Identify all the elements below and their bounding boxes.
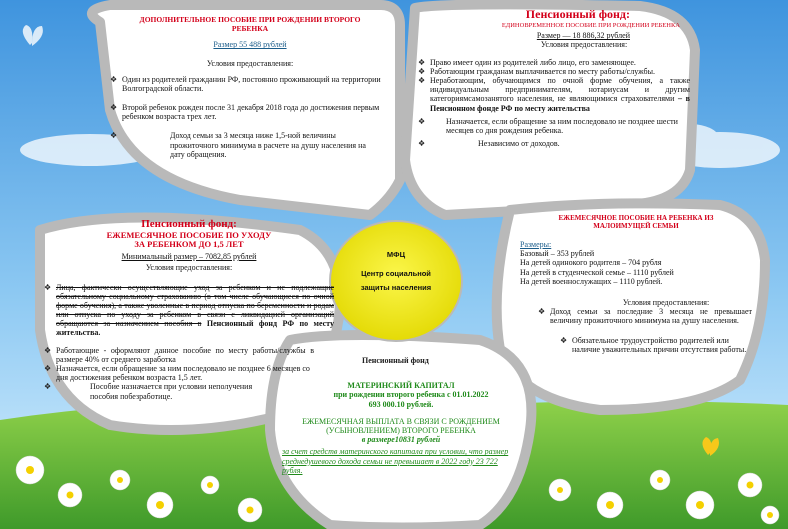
- list-item: ❖ Второй ребенок рожден после 31 декабря 2018 года до достижения первым ребенком возраста трех лет.: [110, 103, 390, 121]
- conditions-title: Условия предоставления:: [540, 40, 628, 50]
- size-item: На детей в студенческой семье – 1110 рублей: [520, 267, 674, 277]
- low-income-allowance-block: [520, 214, 752, 354]
- mfc-center: [338, 228, 454, 336]
- maternity-capital-title: МАТЕРИНСКИЙ КАПИТАЛ: [347, 381, 455, 391]
- monthly-payment-amount: в размере10831 рублей: [361, 435, 441, 445]
- maternity-capital-block: [282, 356, 520, 475]
- list-item: ❖ Пособие назначается при условии неполучения пособия побезработице.: [44, 382, 334, 400]
- birth-lump-sum-block: [418, 8, 690, 148]
- list-item: ❖ Независимо от доходов.: [418, 139, 690, 148]
- list-item: ❖ Доход семьи за последние 3 месяца не превышает величину прожиточного минимума на душу населения.: [538, 307, 752, 325]
- list-item: ❖ Лица, фактически осуществляющие уход за ребенком и не подлежащие обязательному социальному страхованию (в том числе обучающиеся по очной форме обучения), а также уволенные в период отпуска по беременности и родам или отпуска по уходу за ребенком в связи с ликвидацией организаций обращаются за назначением пособия в Пенсионный фонд РФ по месту жительства.: [44, 283, 334, 338]
- list-item: ❖ Работающим гражданам выплачивается по месту работы/службы.: [418, 67, 690, 76]
- size-item: Базовый – 353 рублей: [520, 249, 595, 259]
- list-item: ❖ Неработающим, обучающимся по очной форме обучения, а также индивидуальным предпринимателям, нотариусам и другим категориямсамозанятого населения, не являющимися страхователями – в Пенсионном фонде РФ по месту жительства: [418, 76, 690, 113]
- childcare-allowance-title: ЕЖЕМЕСЯЧНОЕ ПОСОБИЕ ПО УХОДУ ЗА РЕБЕНКОМ ДО 1,5 ЛЕТ: [106, 229, 272, 250]
- list-item: ❖ Назначается, если обращение за ним последовало не позднее 6 месяцев со дня достижения ребенком возраста 1,5 лет.: [44, 364, 334, 382]
- mfc-label: МФЦ: [386, 250, 406, 259]
- social-protection-label: Центр социальной защиты населения: [360, 269, 432, 292]
- list-item: ❖ Назначается, если обращение за ним последовало не позднее шести месяцев со дня рождения ребенка.: [418, 117, 690, 135]
- second-child-allowance-block: [110, 16, 390, 159]
- monthly-payment-note: за счет средств материнского капитала при условии, что размер среднедушевого дохода семьи не превышает в 2022 году 23 722 рубля.: [282, 447, 509, 475]
- birth-lump-sum-amount: Размер — 18 886,32 рублей: [536, 31, 630, 41]
- list-item: ❖ Один из родителей гражданин РФ, постоянно проживающий на территории Волгоградской области.: [110, 75, 390, 93]
- conditions-title: Условия предоставления:: [145, 263, 233, 273]
- pension-fund-label: Пенсионный фонд: [362, 356, 429, 365]
- conditions-title: Условия предоставления:: [622, 298, 710, 308]
- list-item: ❖ Право имеет один из родителей либо лицо, его заменяющее.: [418, 58, 690, 67]
- list-item: ❖ Работающие - оформляют данное пособие по месту работы/службы в размере 40% от среднего заработка: [44, 346, 334, 364]
- size-item: На детей военнослужащих – 1110 рублей.: [520, 276, 663, 286]
- size-item: На детей одинокого родителя – 704 рубля: [520, 258, 662, 268]
- conditions-title: Условия предоставления:: [206, 59, 294, 69]
- childcare-allowance-amount: Минимальный размер – 7082,85 рублей: [121, 252, 257, 262]
- birth-lump-sum-title: ЕДИНОВРЕМЕННОЕ ПОСОБИЕ ПРИ РОЖДЕНИИ РЕБЕНКА: [501, 21, 680, 29]
- second-child-allowance-amount: Размер 55 488 рублей: [213, 40, 287, 50]
- pension-fund-label: Пенсионный фонд:: [525, 7, 630, 21]
- pension-fund-label: Пенсионный фонд:: [141, 218, 237, 230]
- sizes-title: Размеры:: [520, 240, 552, 250]
- monthly-payment-title: ЕЖЕМЕСЯЧНАЯ ВЫПЛАТА В СВЯЗИ С РОЖДЕНИЕМ (УСЫНОВЛЕНИЕМ) ВТОРОГО РЕБЕНКА: [302, 416, 500, 435]
- maternity-capital-condition: при рождении второго ребенка с 01.01.2022: [333, 390, 489, 400]
- list-item: ❖ Доход семьи за 3 месяца ниже 1,5-ной величины прожиточного минимума в расчете на душу населения на дату обращения.: [110, 131, 390, 159]
- maternity-capital-amount: 693 000.10 рублей.: [368, 399, 434, 409]
- low-income-allowance-title: ЕЖЕМЕСЯЧНОЕ ПОСОБИЕ НА РЕБЕНКА ИЗ МАЛОИМУЩЕЙ СЕМЬИ: [558, 214, 714, 231]
- second-child-allowance-title: ДОПОЛНИТЕЛЬНОЕ ПОСОБИЕ ПРИ РОЖДЕНИИ ВТОРОГО РЕБЕНКА: [139, 15, 361, 33]
- list-item: ❖ Обязательное трудоустройство родителей или наличие уважительных причин отсутствия работы.: [560, 336, 752, 354]
